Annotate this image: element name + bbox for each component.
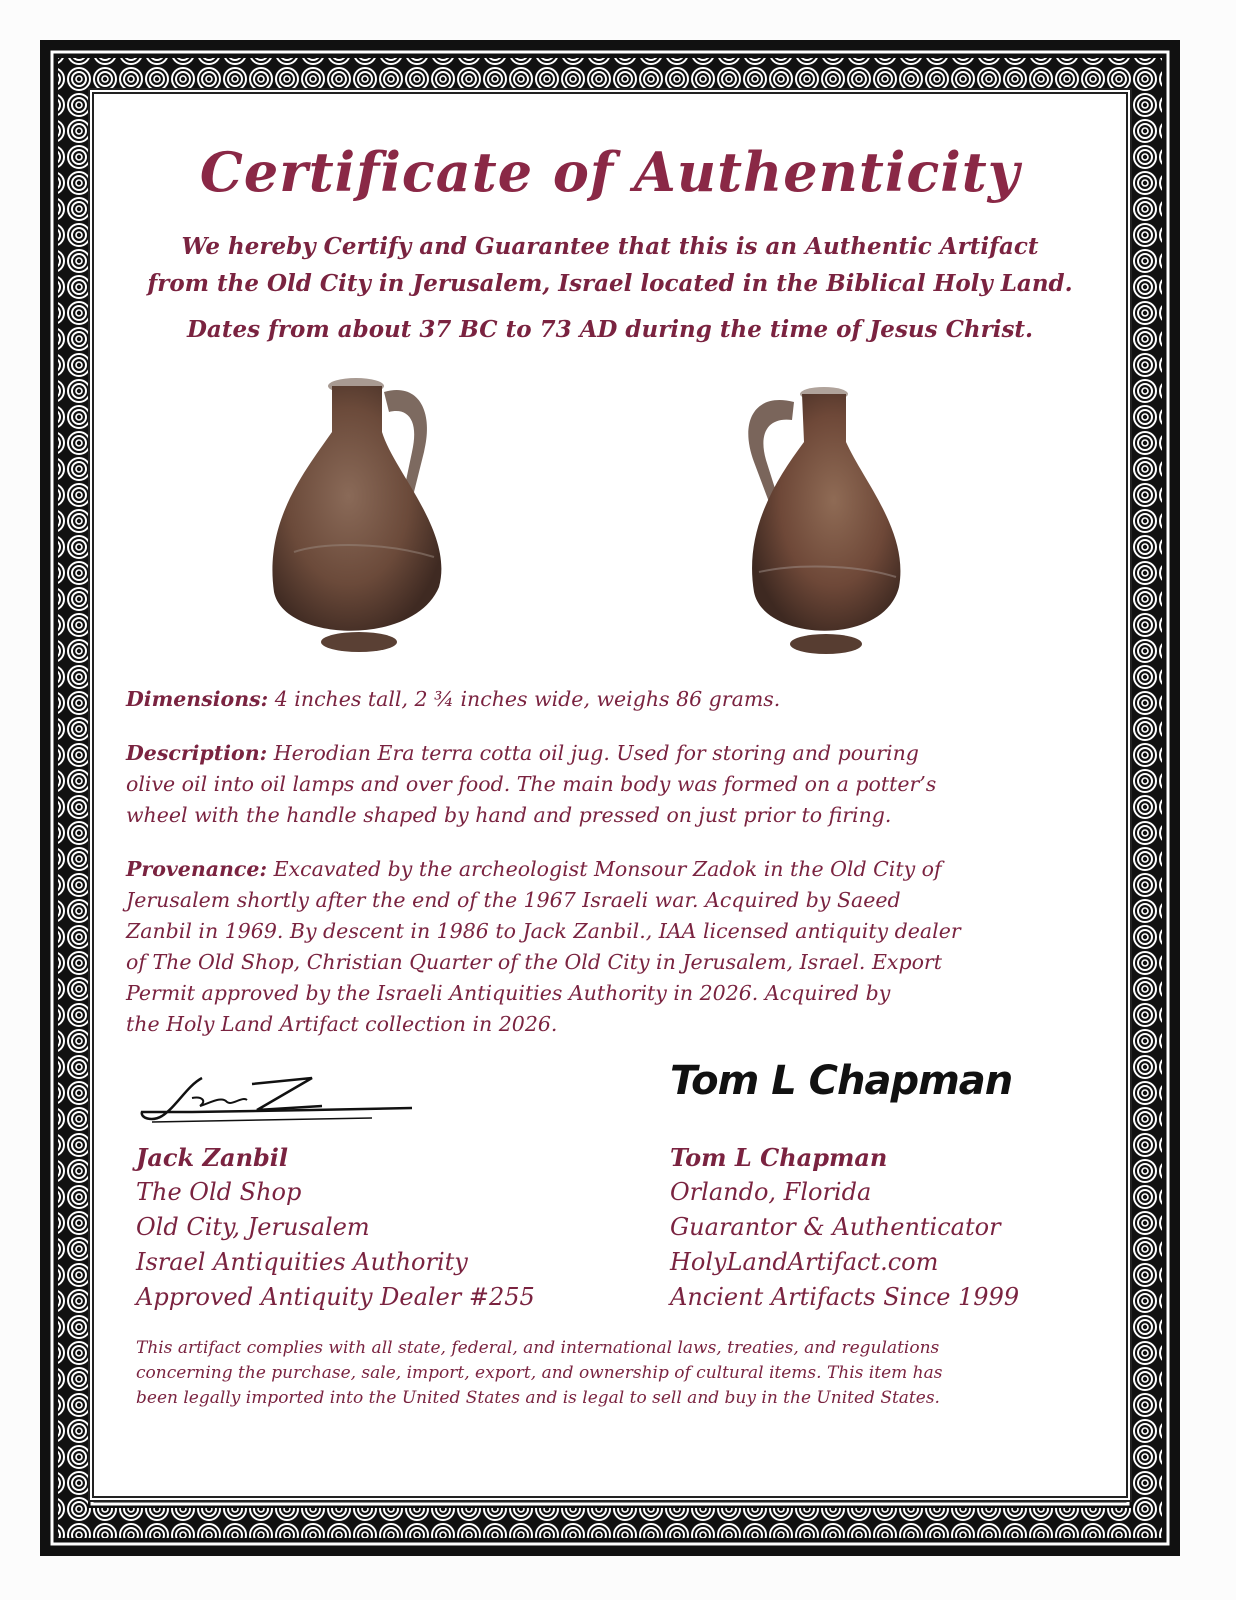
provenance-label: Provenance:: [126, 857, 268, 881]
provenance-line: Zanbil in 1969. By descent in 1986 to Jack Zanbil., IAA licensed antiquity dealer: [126, 919, 961, 943]
oil-jug-photo-back: [714, 372, 914, 672]
provenance-line: Permit approved by the Israeli Antiquities Authority in 2026. Acquired by: [126, 981, 891, 1005]
certificate-intro: [124, 228, 1096, 302]
guarantor-location: Orlando, Florida: [670, 1178, 872, 1206]
dimensions-section: [126, 684, 1078, 715]
description-label: Description:: [126, 741, 268, 765]
jack-zanbil-info: [136, 1140, 535, 1315]
intro-line: We hereby Certify and Guarantee that this is an Authentic Artifact: [181, 233, 1039, 260]
intro-line: from the Old City in Jerusalem, Israel located in the Biblical Holy Land.: [147, 270, 1073, 297]
dealer-shop: The Old Shop: [136, 1178, 302, 1206]
dimensions-text: 4 inches tall, 2 ¾ inches wide, weighs 86 grams.: [274, 687, 781, 711]
legal-line: This artifact complies with all state, federal, and international laws, treaties, and regulations: [136, 1338, 940, 1358]
date-range: Dates from about 37 BC to 73 AD during the time of Jesus Christ.: [186, 316, 1034, 343]
description-section: [126, 738, 1078, 831]
dealer-license: Approved Antiquity Dealer #255: [136, 1283, 535, 1311]
legal-notice: [136, 1336, 1066, 1411]
certificate-title: Certificate of Authenticity: [199, 140, 1021, 204]
provenance-line: the Holy Land Artifact collection in 2026.: [126, 1012, 558, 1036]
provenance-line: Jerusalem shortly after the end of the 1967 Israeli war. Acquired by Saeed: [126, 888, 901, 912]
legal-line: concerning the purchase, sale, import, export, and ownership of cultural items. This item has: [136, 1363, 943, 1383]
dimensions-label: Dimensions:: [126, 687, 269, 711]
legal-line: been legally imported into the United States and is legal to sell and buy in the United States.: [136, 1388, 940, 1408]
certificate-panel: [88, 88, 1132, 1502]
provenance-section: [126, 854, 1078, 1040]
dealer-authority: Israel Antiquities Authority: [136, 1248, 468, 1276]
provenance-line: Excavated by the archeologist Monsour Zadok in the Old City of: [273, 857, 942, 881]
guarantor-role: Guarantor & Authenticator: [670, 1213, 1001, 1241]
guarantor-since: Ancient Artifacts Since 1999: [670, 1283, 1020, 1311]
dealer-location: Old City, Jerusalem: [136, 1213, 370, 1241]
oil-jug-photo-front: [264, 372, 464, 672]
tom-chapman-signature-text: Tom L Chapman: [670, 1058, 1013, 1104]
description-line: wheel with the handle shaped by hand and pressed on just prior to firing.: [126, 803, 892, 827]
jack-zanbil-signature: [132, 1066, 432, 1140]
tom-chapman-info: [670, 1140, 1019, 1315]
tom-chapman-signature: [670, 1058, 1012, 1104]
provenance-line: of The Old Shop, Christian Quarter of the Old City in Jerusalem, Israel. Export: [126, 950, 942, 974]
guarantor-name: Tom L Chapman: [670, 1143, 888, 1172]
description-line: olive oil into oil lamps and over food. The main body was formed on a potter’s: [126, 772, 937, 796]
guarantor-website: HolyLandArtifact.com: [670, 1248, 939, 1276]
dealer-name: Jack Zanbil: [136, 1143, 289, 1172]
description-line: Herodian Era terra cotta oil jug. Used for storing and pouring: [273, 741, 919, 765]
